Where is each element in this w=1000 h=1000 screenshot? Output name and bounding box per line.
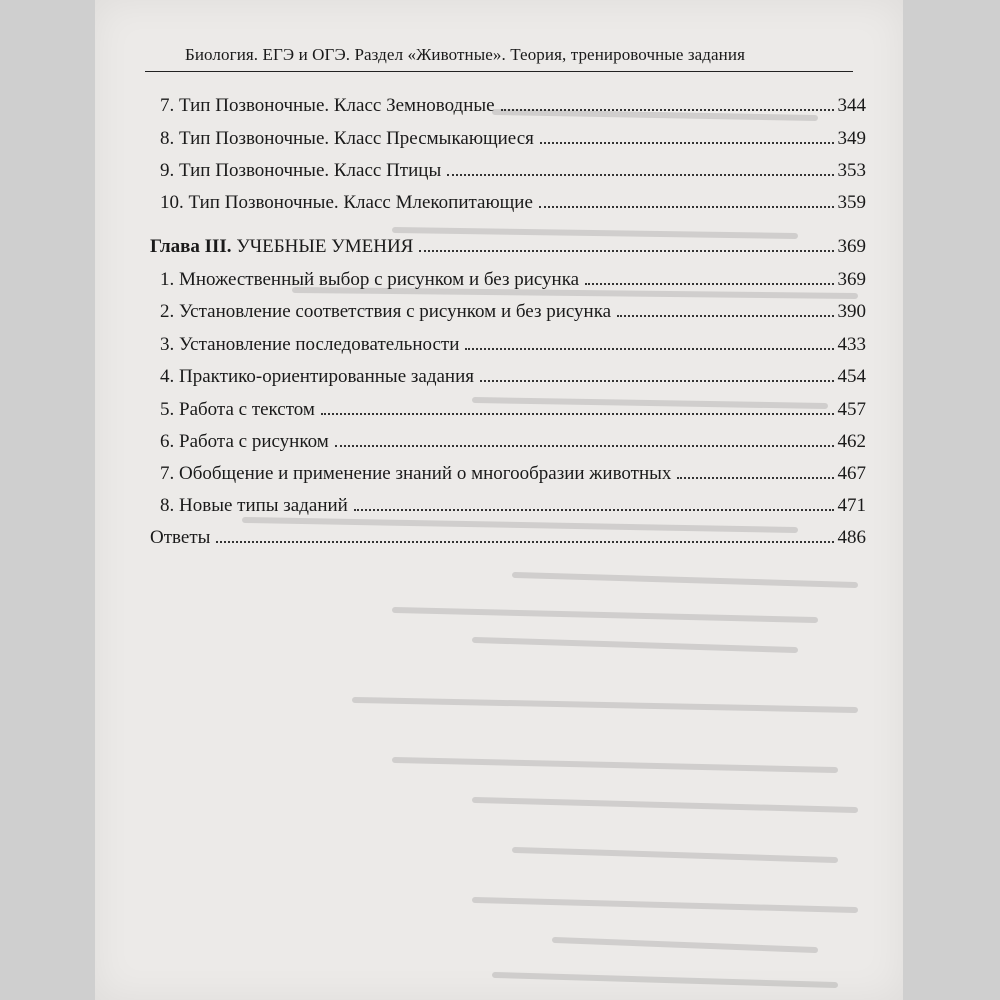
- toc-entry: [160, 463, 866, 485]
- toc-entry-title: 8. Тип Позвоночные. Класс Пресмыкающиеся: [160, 128, 534, 149]
- toc-entry-page: 454: [837, 366, 866, 387]
- toc-entry: [160, 495, 866, 517]
- dot-leader: [465, 348, 833, 350]
- dot-leader: [447, 174, 833, 176]
- chapter-page: 369: [837, 236, 866, 257]
- dot-leader: [677, 477, 833, 479]
- chapter-prefix: Глава III.: [150, 236, 232, 257]
- dot-leader: [585, 283, 833, 285]
- toc-entry-title: 3. Установление последовательности: [160, 334, 460, 355]
- toc-entry-page: 369: [837, 269, 866, 290]
- dot-leader: [617, 315, 833, 317]
- dot-leader: [354, 509, 834, 511]
- dot-leader: [335, 445, 834, 447]
- dot-leader: [540, 142, 834, 144]
- dot-leader: [419, 250, 833, 252]
- book-page: [95, 0, 903, 1000]
- toc-entry-title: 4. Практико-ориентированные задания: [160, 366, 474, 387]
- toc-entry-page: 349: [837, 128, 866, 149]
- toc-entry-title: Ответы: [150, 527, 211, 548]
- toc-entry-page: 486: [837, 527, 866, 548]
- toc-chapter-heading: [150, 236, 866, 258]
- toc-entry-page: 344: [837, 95, 866, 116]
- toc-entry: [160, 301, 866, 323]
- toc-entry: [160, 269, 866, 291]
- running-header: Биология. ЕГЭ и ОГЭ. Раздел «Животные». Теория, тренировочные задания: [185, 45, 745, 64]
- toc-entry: [160, 399, 866, 421]
- toc-entry-title: 2. Установление соответствия с рисунком и без рисунка: [160, 301, 612, 322]
- toc-entry-page: 390: [837, 301, 866, 322]
- chapter-title: [150, 236, 419, 258]
- toc-entry: [160, 431, 866, 453]
- toc-entry-page: 471: [837, 495, 866, 516]
- toc-entry-page: 462: [837, 431, 866, 452]
- toc-entry-page: 457: [837, 399, 866, 420]
- toc-entry-page: 353: [837, 160, 866, 181]
- dot-leader: [539, 206, 834, 208]
- toc-entry-page: 359: [837, 192, 866, 213]
- toc-entry-title: 9. Тип Позвоночные. Класс Птицы: [160, 160, 442, 181]
- dot-leader: [216, 541, 833, 543]
- toc-entry-title: 7. Обобщение и применение знаний о многообразии животных: [160, 463, 672, 484]
- toc-entry-page: 467: [837, 463, 866, 484]
- toc-entry: [160, 366, 866, 388]
- toc-entry-title: 8. Новые типы заданий: [160, 495, 348, 516]
- chapter-name: УЧЕБНЫЕ УМЕНИЯ: [236, 236, 414, 257]
- dot-leader: [501, 109, 834, 111]
- dot-leader: [480, 380, 834, 382]
- toc-entry: [160, 160, 866, 182]
- toc-answers-entry: [150, 527, 866, 549]
- dot-leader: [321, 413, 834, 415]
- toc-entry: [160, 192, 866, 214]
- toc-entry: [160, 334, 866, 356]
- toc-entry-title: 7. Тип Позвоночные. Класс Земноводные: [160, 95, 495, 116]
- toc-entry: [160, 128, 866, 150]
- toc-entry-title: 6. Работа с рисунком: [160, 431, 329, 452]
- header-rule: [145, 71, 853, 72]
- toc-entry-title: 1. Множественный выбор с рисунком и без рисунка: [160, 269, 580, 290]
- toc-entry-title: 5. Работа с текстом: [160, 399, 315, 420]
- toc-entry: [160, 95, 866, 117]
- toc-entry-title: 10. Тип Позвоночные. Класс Млекопитающие: [160, 192, 533, 213]
- toc-entry-page: 433: [837, 334, 866, 355]
